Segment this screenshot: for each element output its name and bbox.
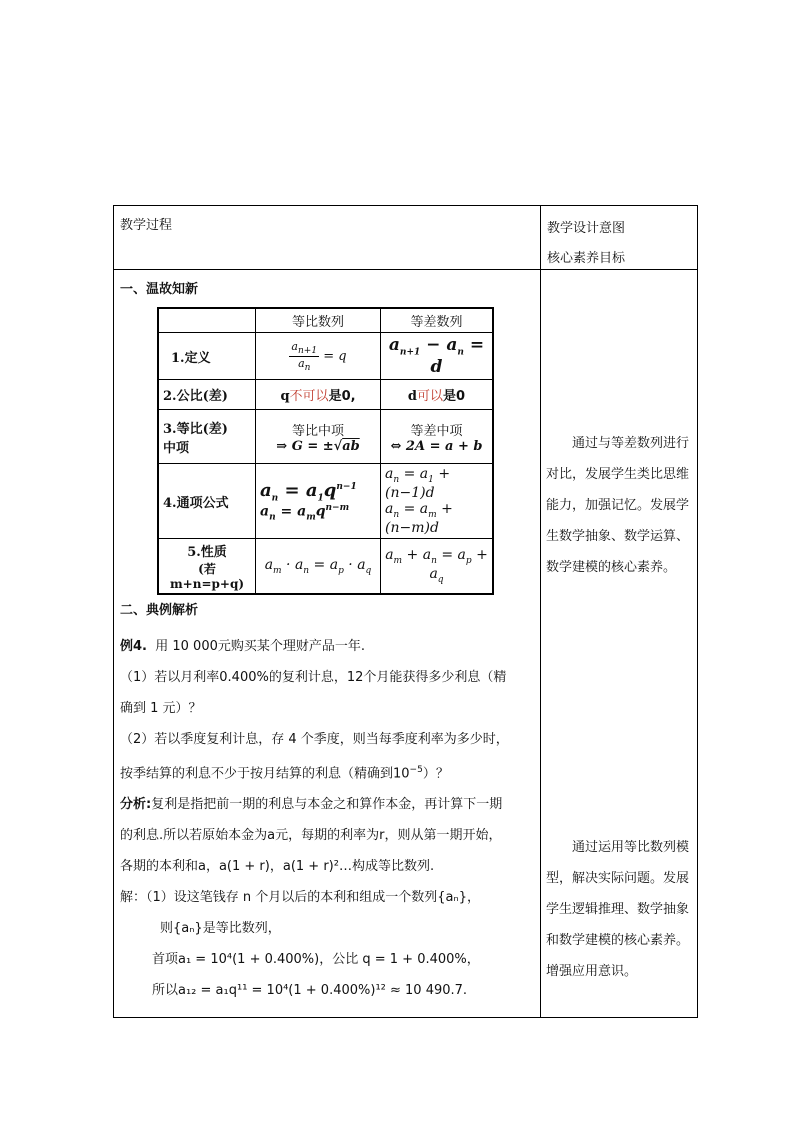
analysis-line1: 分析:复利是指把前一期的利息与本金之和算作本金，再计算下一期 [120, 797, 503, 813]
corner-cell [158, 308, 256, 333]
row-label-general-term: 4.通项公式 [158, 464, 256, 539]
question-2-line1: （2）若以季度复利计息，存 4 个季度，则当每季度利率为多少时， [120, 732, 509, 747]
header-teaching-process: 教学过程 [120, 218, 173, 233]
row-label-ratio: 2.公比(差) [158, 380, 256, 410]
section-review-title: 一、温故知新 [120, 282, 199, 297]
geo-middle-term: 等比中项 ⇒ G = ±√ab [256, 410, 381, 464]
col-arithmetic: 等差数列 [381, 308, 494, 333]
header-design-intent [547, 214, 625, 274]
lesson-table [113, 205, 698, 1018]
ari-diff: d可以是0 [381, 380, 494, 410]
intent-para-1: 通过与等差数列进行对比，发展学生类比思维能力，加强记忆。发展学生数学抽象、数学运算、数学建模的核心素养。 [546, 436, 690, 575]
row-label-middle-term: 3.等比(差) 中项 [158, 410, 256, 464]
section-example-title: 二、典例解析 [120, 603, 199, 618]
col-geometric: 等比数列 [256, 308, 381, 333]
example-body [120, 631, 532, 1006]
ari-middle-term: 等差中项 ⇔ 2A = a + b [381, 410, 494, 464]
header-right-line2: 核心素养目标 [547, 251, 626, 266]
solution-line1: 解：（1）设这笔钱存 n 个月以后的本利和组成一个数列{aₙ}， [120, 890, 480, 906]
geo-definition: $\frac{a_{n+1}}{a_n}$ = q [256, 333, 381, 380]
column-divider [540, 206, 541, 1017]
fraction: $\frac{a_{n+1}}{a_n}$ [291, 339, 318, 373]
analysis-line3: 各期的本利和a，a(1 + r)，a(1 + r)²…构成等比数列. [120, 859, 435, 875]
question-1-line1: （1）若以月利率0.400%的复利计息，12个月能获得多少利息（精 [120, 670, 507, 685]
question-2-line2: 按季结算的利息不少于按月结算的利息（精确到$10^{-5}$）？ [120, 765, 449, 782]
analysis-line2: 的利息.所以若原始本金为a元，每期的利率为r，则从第一期开始， [120, 828, 502, 844]
row-label-property: 5.性质 (若m+n=p+q) [158, 538, 256, 594]
ari-general-term: $a_n = a_1 + (n-1)d$ $a_n = a_m + (n-m)d$ [381, 464, 494, 539]
solution-line4: 所以a₁₂ = a₁q¹¹ = 10⁴(1 + 0.400%)¹² ≈ 10 490.7. [152, 983, 468, 999]
question-1-line2: 确到 1 元）？ [120, 701, 202, 716]
row-label-definition: 1.定义 [158, 333, 256, 380]
comparison-table [157, 307, 494, 595]
solution-line2: 则{aₙ}是等比数列， [160, 921, 281, 937]
example-intro: 例4. 用 10 000元购买某个理财产品一年. [120, 639, 366, 654]
solution-line3: 首项a₁ = 10⁴(1 + 0.400%)，公比 q = 1 + 0.400%， [152, 952, 480, 968]
geo-property: $a_m \cdot a_n = a_p \cdot a_q$ [256, 538, 381, 594]
header-right-line1: 教学设计意图 [547, 221, 626, 236]
geo-ratio: q不可以是0, [256, 380, 381, 410]
geo-general-term: $a_n = a_1q^{n-1}$ $a_n = a_mq^{n-m}$ [256, 464, 381, 539]
ari-property: $a_m + a_n = a_p + a_q$ [381, 538, 494, 594]
intent-para-2: 通过运用等比数列模型，解决实际问题。发展学生逻辑推理、数学抽象和数学建模的核心素养。增强应用意识。 [546, 840, 690, 979]
ari-definition: $a_{n+1} - a_n = d$ [381, 333, 494, 380]
